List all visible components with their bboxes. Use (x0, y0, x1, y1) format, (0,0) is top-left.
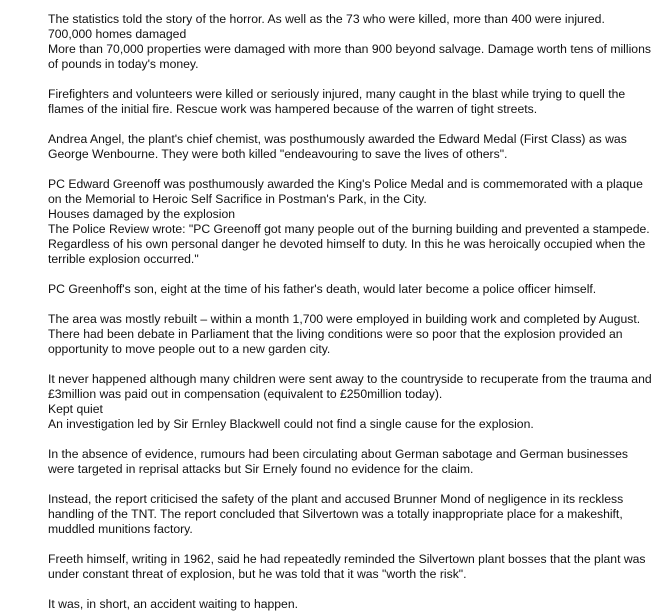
paragraph-statistics (48, 12, 655, 72)
image-caption-houses-damaged: Houses damaged by the explosion (48, 207, 235, 221)
paragraph-sabotage-rumours: In the absence of evidence, rumours had been circulating about German sabotage and German businesses were targeted in reprisal attacks but Sir Ernely found no evidence for the claim. (48, 447, 628, 476)
police-medal-text: PC Edward Greenoff was posthumously awarded the King's Police Medal and is commemorated with a plaque on the Memorial to Heroic Self Sacrifice in Postman's Park, in the City. (48, 177, 643, 206)
properties-damaged-text: More than 70,000 properties were damaged with more than 900 beyond salvage. Damage worth tens of millions of pounds in today's money. (48, 42, 651, 71)
police-review-quote: The Police Review wrote: "PC Greenoff got many people out of the burning building and prevented a stampede. Regardless of his own personal danger he devoted himself to duty. In this he was heroically occupied when the terrible explosion occurred." (48, 222, 650, 266)
investigation-text: An investigation led by Sir Ernley Blackwell could not find a single cause for the explosion. (48, 417, 534, 431)
paragraph-police-medal (48, 177, 655, 267)
paragraph-firefighters: Firefighters and volunteers were killed or seriously injured, many caught in the blast while trying to quell the flames of the initial fire. Rescue work was hampered because of the warren of tight streets. (48, 87, 626, 116)
subheading-homes-damaged: 700,000 homes damaged (48, 27, 187, 41)
statistics-text: The statistics told the story of the horror. As well as the 73 who were killed, more than 400 were injured. (48, 12, 605, 26)
paragraph-report-criticism: Instead, the report criticised the safety of the plant and accused Brunner Mond of negligence in its reckless handling of the TNT. The report concluded that Silvertown was a totally inappropriate place for a makeshift, muddled munitions factory. (48, 492, 624, 536)
paragraph-freeth: Freeth himself, writing in 1962, said he had repeatedly reminded the Silvertown plant bosses that the plant was under constant threat of explosion, but he was told that it was "worth the risk". (48, 552, 646, 581)
subheading-kept-quiet: Kept quiet (48, 402, 103, 416)
paragraph-conclusion: It was, in short, an accident waiting to happen. (48, 597, 298, 611)
paragraph-rebuilt: The area was mostly rebuilt – within a month 1,700 were employed in building work and completed by August. There had been debate in Parliament that the living conditions were so poor that the explosion provided an opportunity to move people out to a new garden city. (48, 312, 641, 356)
paragraph-greenhoff-son: PC Greenhoff's son, eight at the time of his father's death, would later become a police officer himself. (48, 282, 597, 296)
paragraph-edward-medal: Andrea Angel, the plant's chief chemist, was posthumously awarded the Edward Medal (First Class) as was George Wenbourne. They were both killed "endeavouring to save the lives of others". (48, 132, 627, 161)
compensation-text: It never happened although many children were sent away to the countryside to recuperate from the trauma and £3million was paid out in compensation (equivalent to £250million today). (48, 372, 652, 401)
paragraph-compensation (48, 372, 655, 432)
